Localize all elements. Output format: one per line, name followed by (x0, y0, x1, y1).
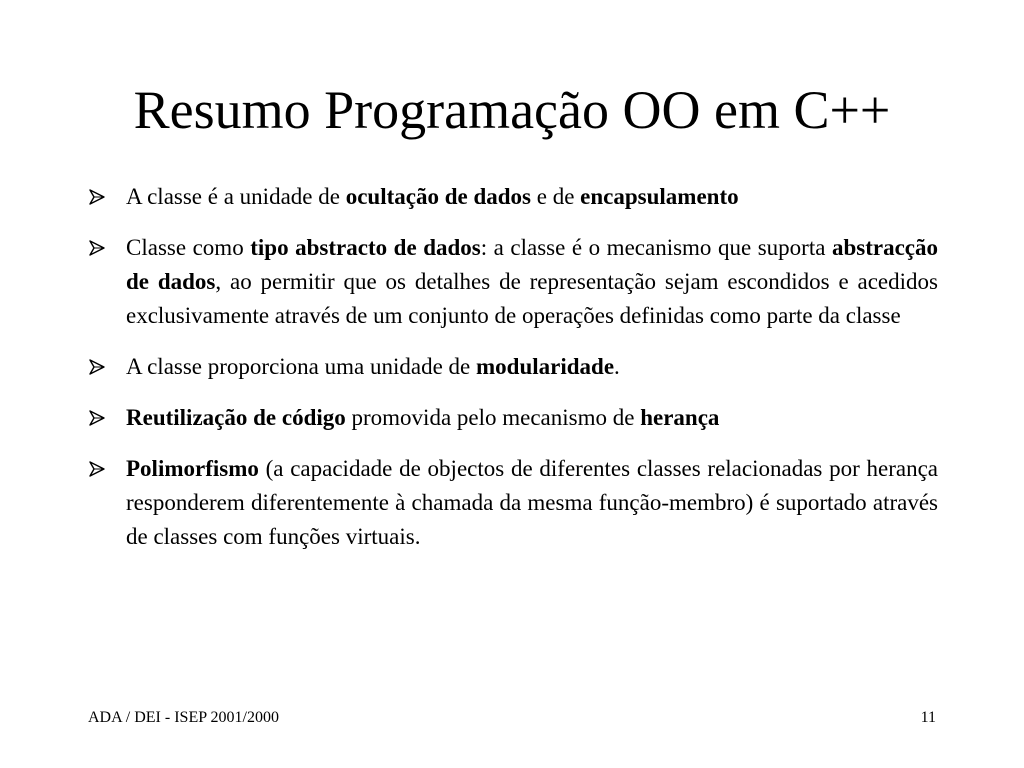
bullet-text: A classe proporciona uma unidade de modularidade. (126, 354, 620, 379)
bullet-list (88, 180, 938, 571)
bullet-item (88, 350, 938, 384)
arrowhead-bullet-icon (88, 180, 114, 214)
bullet-item (88, 452, 938, 554)
arrowhead-bullet-icon (88, 452, 114, 486)
bullet-text: Classe como tipo abstracto de dados: a classe é o mecanismo que suporta abstracção de dados, ao permitir que os detalhes de representação sejam escondidos e acedidos exclusivamente através de um conjunto de operações definidas como parte da classe (126, 235, 938, 328)
bullet-item (88, 231, 938, 333)
footer-course-label: ADA / DEI - ISEP 2001/2000 (88, 709, 279, 726)
slide-title: Resumo Programação OO em C++ (133, 80, 891, 140)
arrowhead-bullet-icon (88, 231, 114, 265)
bullet-text: A classe é a unidade de ocultação de dados e de encapsulamento (126, 184, 739, 209)
bullet-item (88, 180, 938, 214)
arrowhead-bullet-icon (88, 401, 114, 435)
bullet-text: Reutilização de código promovida pelo mecanismo de herança (126, 405, 720, 430)
bullet-text: Polimorfismo (a capacidade de objectos de diferentes classes relacionadas por herança responderem diferentemente à chamada da mesma função-membro) é suportado através de classes com funções virtuais. (126, 456, 938, 549)
arrowhead-bullet-icon (88, 350, 114, 384)
slide-number: 11 (920, 709, 936, 726)
bullet-item (88, 401, 938, 435)
